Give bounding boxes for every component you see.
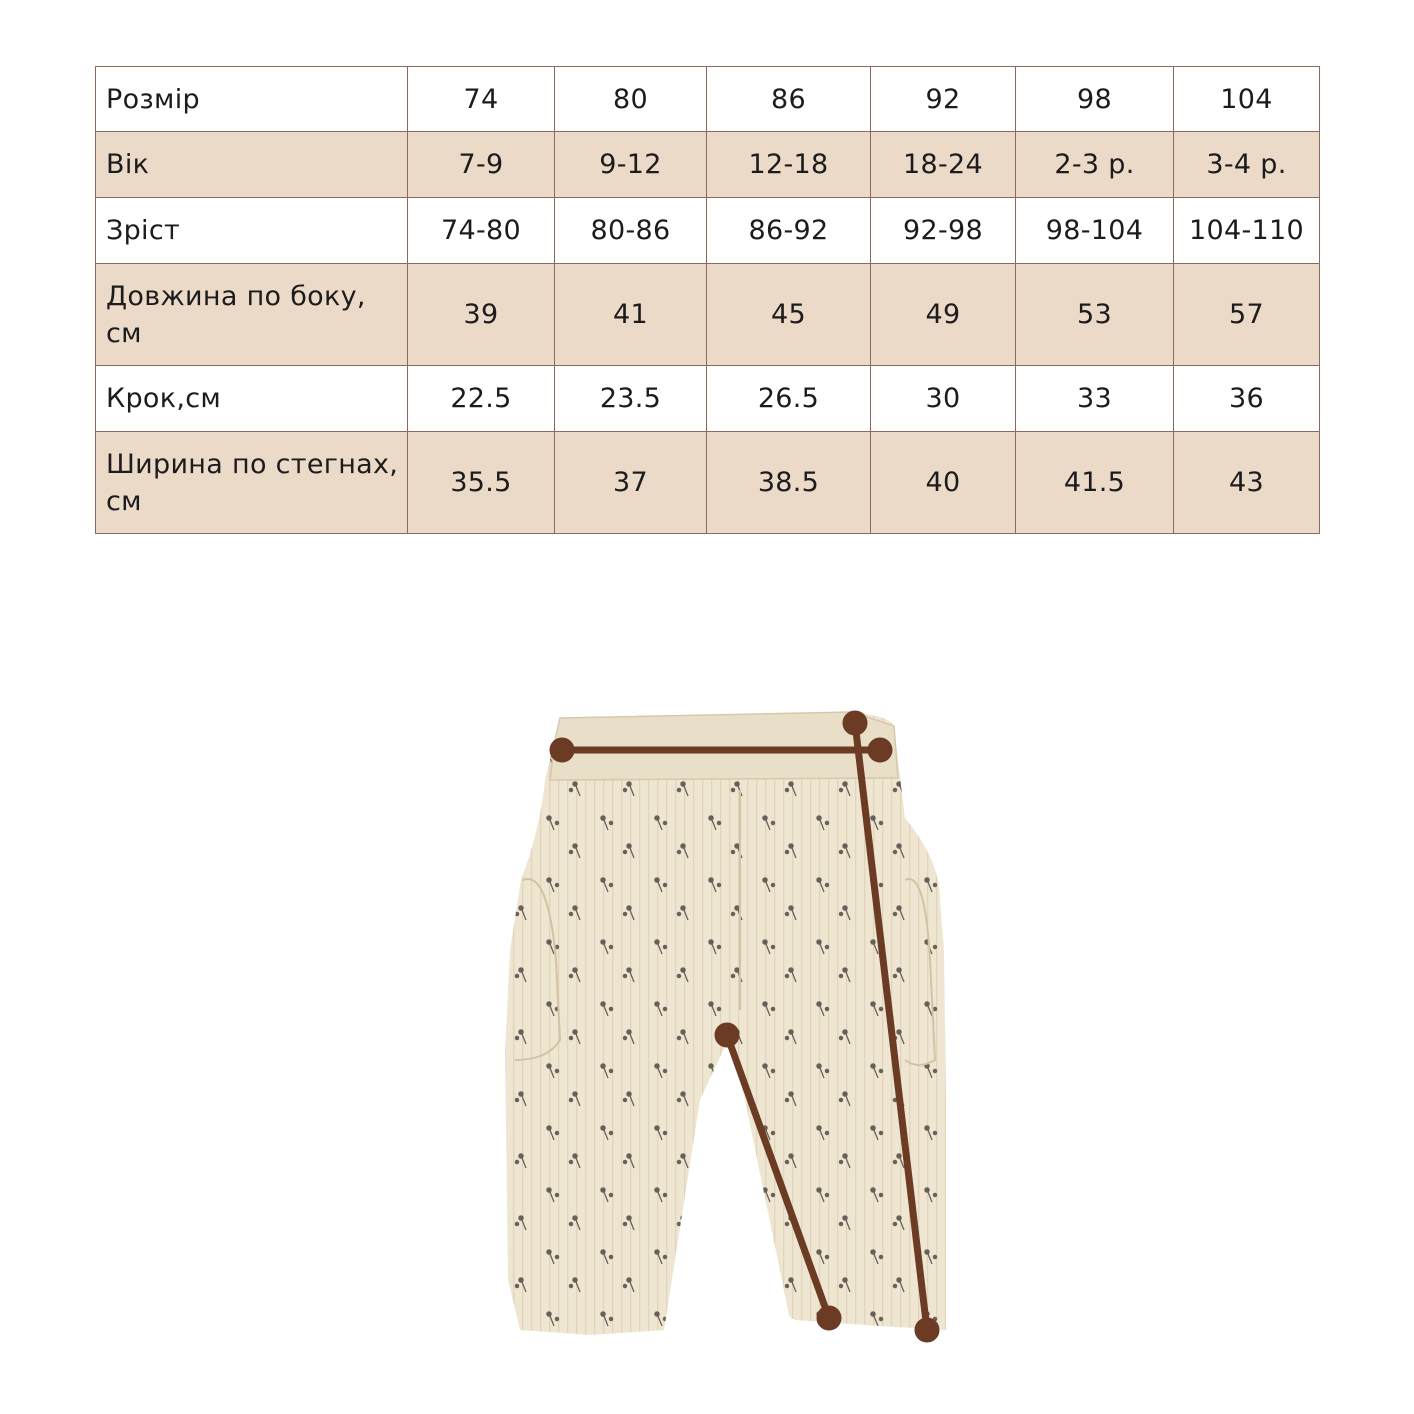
row-label-hip-width: Ширина по стегнах, см (96, 432, 408, 534)
table-cell: 98 (1016, 67, 1174, 132)
table-cell: 33 (1016, 366, 1174, 432)
table-cell: 49 (871, 264, 1016, 366)
table-cell: 80 (555, 67, 707, 132)
table-cell: 41.5 (1016, 432, 1174, 534)
table-cell: 30 (871, 366, 1016, 432)
table-cell: 45 (707, 264, 871, 366)
table-cell: 9-12 (555, 132, 707, 198)
table-cell: 74-80 (408, 198, 555, 264)
table-cell: 92 (871, 67, 1016, 132)
table-cell: 98-104 (1016, 198, 1174, 264)
row-label-side-length: Довжина по боку, см (96, 264, 408, 366)
table-cell: 53 (1016, 264, 1174, 366)
table-cell: 18-24 (871, 132, 1016, 198)
table-cell: 92-98 (871, 198, 1016, 264)
table-cell: 12-18 (707, 132, 871, 198)
inseam-top-dot (715, 1023, 739, 1047)
row-label-height: Зріст (96, 198, 408, 264)
table-cell: 41 (555, 264, 707, 366)
waist-end-dot (868, 738, 892, 762)
table-cell: 43 (1174, 432, 1320, 534)
table-cell: 57 (1174, 264, 1320, 366)
table-cell: 38.5 (707, 432, 871, 534)
table-cell: 3-4 р. (1174, 132, 1320, 198)
table-cell: 7-9 (408, 132, 555, 198)
table-cell: 39 (408, 264, 555, 366)
table-cell: 74 (408, 67, 555, 132)
table-cell: 26.5 (707, 366, 871, 432)
table-cell: 86-92 (707, 198, 871, 264)
table-cell: 37 (555, 432, 707, 534)
row-label-inseam: Крок,см (96, 366, 408, 432)
row-label-size: Розмір (96, 67, 408, 132)
table-cell: 36 (1174, 366, 1320, 432)
waist-start-dot (550, 738, 574, 762)
side-length-bottom-dot (915, 1318, 939, 1342)
row-label-age: Вік (96, 132, 408, 198)
side-length-top-dot (843, 711, 867, 735)
table-cell: 86 (707, 67, 871, 132)
table-cell: 35.5 (408, 432, 555, 534)
table-cell: 40 (871, 432, 1016, 534)
table-cell: 104 (1174, 67, 1320, 132)
table-cell: 104-110 (1174, 198, 1320, 264)
table-cell: 22.5 (408, 366, 555, 432)
table-cell: 80-86 (555, 198, 707, 264)
table-cell: 2-3 р. (1016, 132, 1174, 198)
inseam-bottom-dot (817, 1306, 841, 1330)
table-cell: 23.5 (555, 366, 707, 432)
